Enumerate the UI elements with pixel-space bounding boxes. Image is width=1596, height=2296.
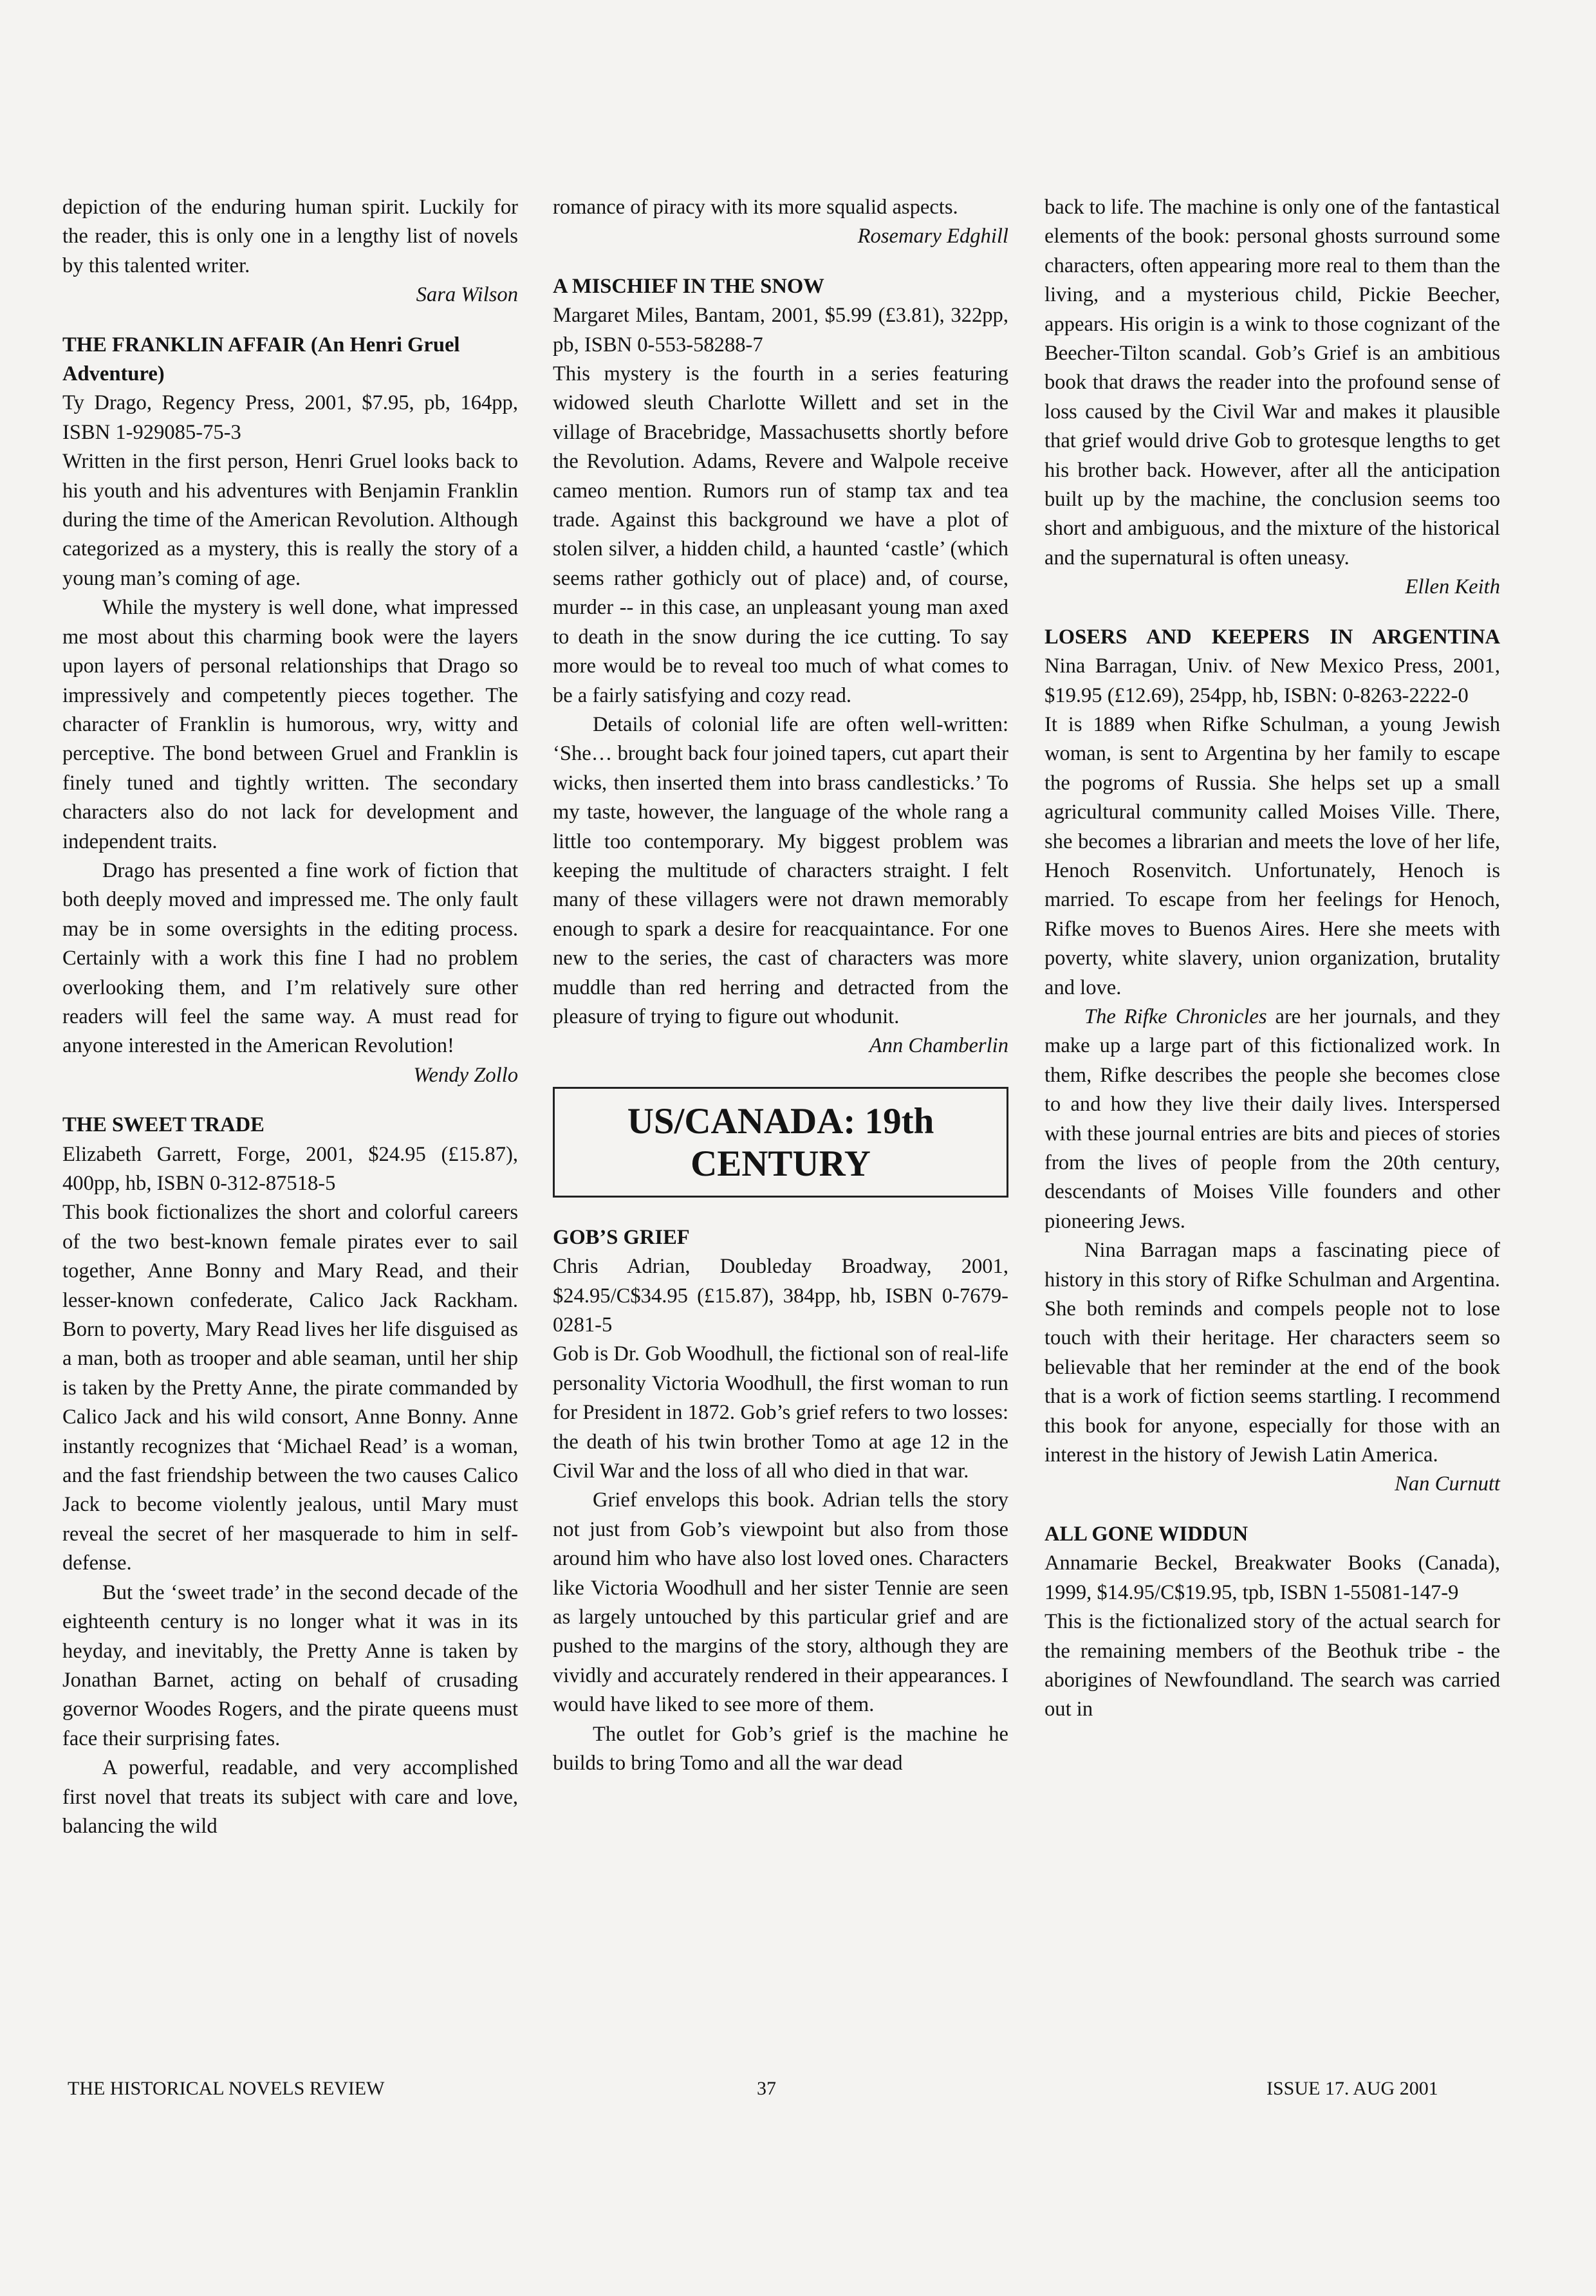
book-details: Ty Drago, Regency Press, 2001, $7.95, pb, 164pp, ISBN 1-929085-75-3 (62, 391, 518, 444)
review-paragraph: This is the fictionalized story of the actual search for the remaining members of the Beothuk tribe - the aborigines of Newfoundland. The search was carried out in (1044, 1610, 1500, 1721)
review-text: are her journals, and they make up a large part of this fictionalized work. In them, Rifke describes the people she becomes close to and how they live their daily lives. Interspersed with these journal entries are bits and pieces of stories from the lives of people from the 20th century, descendants of Moises Ville founders and other pioneering Jews. (1044, 1004, 1500, 1233)
issue-info: ISSUE 17. AUG 2001 (1267, 2078, 1438, 2099)
section-banner: US/CANADA: 19th CENTURY (553, 1087, 1008, 1198)
review-all-gone-widdun (1044, 1520, 1500, 1725)
review-mischief-in-the-snow (553, 272, 1008, 1061)
book-title: LOSERS AND KEEPERS IN ARGENTINA (1044, 625, 1500, 649)
page-number: 37 (757, 2078, 776, 2099)
book-title: ALL GONE WIDDUN (1044, 1522, 1248, 1546)
review-paragraph: This book fictionalizes the short and colorful careers of the two best-known female pirates ever to sail together, Anne Bonny and Mary Read, and their lesser-known confederate, Calico Jack Rackham. Born to poverty, Mary Read lives her life disguised as a man, both as trooper and able seaman, until her ship is taken by the Pretty Anne, the pirate commanded by Calico Jack and his wild consort, Anne Bonny. Anne instantly recognizes that ‘Michael Read’ is a woman, and the fast friendship between the two causes Calico Jack to become violently jealous, until Mary must reveal the secret of her masquerade to him in self-defense. (62, 1201, 518, 1575)
review-losers-and-keepers (1044, 623, 1500, 1499)
book-title: A MISCHIEF IN THE SNOW (553, 274, 824, 298)
journal-title: The Rifke Chronicles (1084, 1004, 1267, 1028)
review-paragraph: Details of colonial life are often well-written: ‘She… brought back four joined tapers, cut apart their wicks, then inserted them into brass candlesticks.’ To my taste, however, the language of the whole rang a little too contemporary. My biggest problem was keeping the multitude of characters straight. I felt many of these villagers were not drawn memorably enough to spark a desire for reacquaintance. For one new to the series, the cast of characters was more muddle than red herring and detracted from the pleasure of trying to figure out whodunit. (553, 712, 1008, 1028)
review-paragraph: The outlet for Gob’s grief is the machine he builds to bring Tomo and all the war dead (553, 1722, 1008, 1775)
review-paragraph: Nina Barragan maps a fascinating piece of history in this story of Rifke Schulman and Argentina. She both reminds and compels people not to lose touch with their heritage. Her characters seem so believable that her reminder at the end of the book that is a work of fiction seems startling. I recommend this book for anyone, especially for those with an interest in the history of Jewish Latin America. (1044, 1239, 1500, 1467)
column-3 (1044, 193, 1500, 1725)
review-paragraph: Grief envelops this book. Adrian tells the story not just from Gob’s viewpoint but also from those around him who have also lost loved ones. Characters like Victoria Woodhull and her sister Tennie are seen as largely untouched by this particular grief and are pushed to the margins of the story, although they are vividly and accurately rendered in their appearances. I would have liked to see more of them. (553, 1488, 1008, 1717)
reviewer-signature: Ann Chamberlin (869, 1034, 1008, 1058)
review-paragraph: While the mystery is well done, what impressed me most about this charming book were the layers upon layers of personal relationships that Drago so impressively and competently pieces together. The character of Franklin is humorous, wry, witty and perceptive. The bond between Gruel and Franklin is finely tuned and tightly written. The secondary characters also do not lack for development and independent traits. (62, 596, 518, 853)
reviewer-signature: Ellen Keith (1405, 575, 1500, 599)
review-paragraph: It is 1889 when Rifke Schulman, a young Jewish woman, is sent to Argentina by her family to escape the pogroms of Russia. She helps set up a small agricultural community called Moises Ville. There, she becomes a librarian and meets the love of her life, Henoch Rosenvitch. Unfortunately, Henoch is married. To escape from her feelings for Henoch, Rifke moves to Buenos Aires. Here she meets with poverty, white slavery, union organization, brutality and love. (1044, 712, 1500, 999)
review-paragraph: A powerful, readable, and very accomplished first novel that treats its subject with care and love, balancing the wild (62, 1756, 518, 1838)
book-title: GOB’S GRIEF (553, 1225, 690, 1249)
review-paragraph: Written in the first person, Henri Gruel looks back to his youth and his adventures with Benjamin Franklin during the time of the American Revolution. Although categorized as a mystery, this is really the story of a young man’s coming of age. (62, 450, 518, 590)
book-details: Chris Adrian, Doubleday Broadway, 2001, $24.95/C$34.95 (£15.87), 384pp, hb, ISBN 0-7679-0281-5 (553, 1255, 1008, 1337)
review-franklin-affair (62, 331, 518, 1091)
reviewer-signature: Wendy Zollo (413, 1063, 518, 1087)
continued-review-text: back to life. The machine is only one of the fantastical elements of the book: personal ghosts surround some characters, often appearing more real to them than the living, and a mysterious child, Pickie Beecher, appears. His origin is a wink to those cognizant of the Beecher-Tilton scandal. Gob’s Grief is an ambitious book that draws the reader into the profound sense of loss caused by the Civil War and makes it plausible that grief would drive Gob to grotesque lengths to get his brother back. However, after all the anticipation built up by the machine, the conclusion seems too short and ambiguous, and the mixture of the historical and the supernatural is often uneasy. (1044, 196, 1500, 569)
publication-name: THE HISTORICAL NOVELS REVIEW (68, 2078, 385, 2099)
reviewer-signature: Sara Wilson (416, 283, 518, 307)
review-gobs-grief (553, 1223, 1008, 1779)
reviewer-signature: Rosemary Edghill (857, 225, 1008, 248)
review-paragraph (1044, 1003, 1500, 1236)
book-details: Nina Barragan, Univ. of New Mexico Press, 2001, $19.95 (£12.69), 254pp, hb, ISBN: 0-8263-2222-0 (1044, 654, 1500, 707)
continued-review-text: depiction of the enduring human spirit. Luckily for the reader, this is only one in a lengthy list of novels by this talented writer. (62, 196, 518, 277)
book-title: THE FRANKLIN AFFAIR (An Henri Gruel Adventure) (62, 333, 460, 386)
column-2 (553, 193, 1008, 1779)
review-paragraph: Gob is Dr. Gob Woodhull, the fictional son of real-life personality Victoria Woodhull, the first woman to run for President in 1872. Gob’s grief refers to two losses: the death of his twin brother Tomo at age 12 in the Civil War and the loss of all who died in that war. (553, 1342, 1008, 1483)
review-paragraph: Drago has presented a fine work of fiction that both deeply moved and impressed me. The only fault may be in some oversights in the editing process. Certainly with a work this fine I had no problem overlooking them, and I’m relatively sure other readers will feel the same way. A must read for anyone interested in the American Revolution! (62, 858, 518, 1058)
book-details: Margaret Miles, Bantam, 2001, $5.99 (£3.81), 322pp, pb, ISBN 0-553-58288-7 (553, 304, 1008, 356)
reviewer-signature: Nan Curnutt (1395, 1472, 1500, 1496)
review-paragraph: This mystery is the fourth in a series featuring widowed sleuth Charlotte Willett and set in the village of Bracebridge, Massachusetts shortly before the Revolution. Adams, Revere and Walpole receive cameo mention. Rumors run of stamp tax and tea trade. Against this background we have a plot of stolen silver, a hidden child, a haunted ‘castle’ (which seems rather gothicly out of place) and, of course, murder -- in this case, an unpleasant young man axed to death in the snow during the ice cutting. To say more would be to reveal too much of what comes to be a fairly satisfying and cozy read. (553, 362, 1008, 707)
book-details: Elizabeth Garrett, Forge, 2001, $24.95 (£15.87), 400pp, hb, ISBN 0-312-87518-5 (62, 1142, 518, 1195)
continued-review-text: romance of piracy with its more squalid aspects. (553, 196, 958, 219)
column-1 (62, 193, 518, 1841)
book-details: Annamarie Beckel, Breakwater Books (Canada), 1999, $14.95/C$19.95, tpb, ISBN 1-55081-147-9 (1044, 1551, 1500, 1604)
book-title: THE SWEET TRADE (62, 1113, 264, 1137)
review-sweet-trade (62, 1111, 518, 1841)
review-paragraph: But the ‘sweet trade’ in the second decade of the eighteenth century is no longer what it was in its heyday, and inevitably, the Pretty Anne is taken by Jonathan Barnet, acting on behalf of crusading governor Woodes Rogers, and the pirate queens must face their surprising fates. (62, 1580, 518, 1750)
